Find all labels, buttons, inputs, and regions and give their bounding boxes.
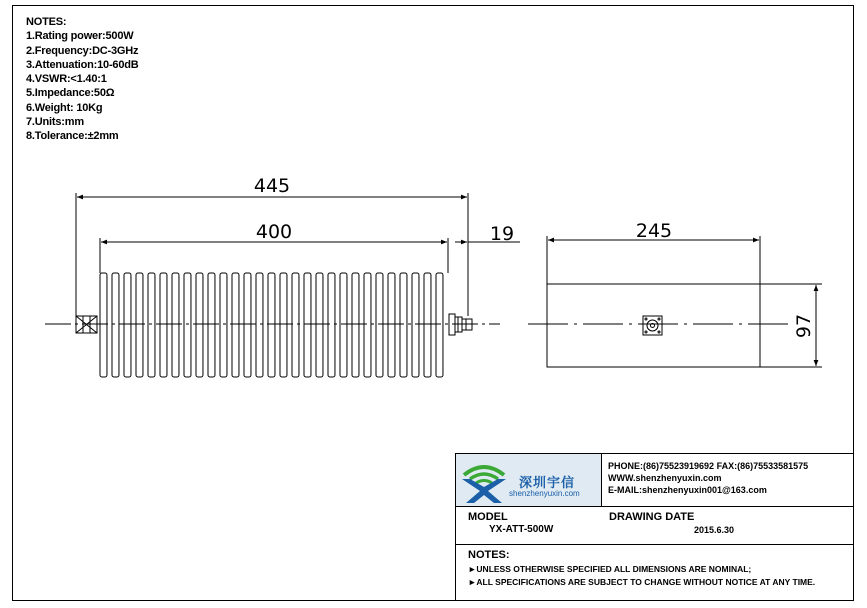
dim-400-label: 400 <box>255 221 293 243</box>
end-view-connector <box>643 316 662 335</box>
heat-sink-fin <box>424 273 431 377</box>
email: E-MAIL:shenzhenyuxin001@163.com <box>608 485 767 495</box>
drawing-date-label: DRAWING DATE <box>609 511 695 523</box>
heat-sink-fin <box>280 273 287 377</box>
heat-sink-fin <box>340 273 347 377</box>
heat-sink-fin <box>136 273 143 377</box>
heat-sink-fin <box>124 273 131 377</box>
heat-sink-fin <box>196 273 203 377</box>
dim-19-label: 19 <box>489 223 515 245</box>
note-vswr: 4.VSWR:<1.40:1 <box>26 73 107 86</box>
note-units: 7.Units:mm <box>26 116 84 129</box>
heat-sink-fin <box>436 273 443 377</box>
title-block-divider <box>456 544 854 545</box>
note-tolerance: 8.Tolerance:±2mm <box>26 130 119 143</box>
contact-info <box>608 460 808 496</box>
heat-sink-fins <box>100 273 443 377</box>
dimension-445 <box>76 193 468 316</box>
title-note-change: ►ALL SPECIFICATIONS ARE SUBJECT TO CHANGE WITHOUT NOTICE AT ANY TIME. <box>468 577 816 587</box>
heat-sink-fin <box>112 273 119 377</box>
heat-sink-fin <box>304 273 311 377</box>
heat-sink-fin <box>268 273 275 377</box>
title-block <box>455 453 854 601</box>
note-weight: 6.Weight: 10Kg <box>26 101 103 114</box>
notes-heading: NOTES: <box>26 16 67 28</box>
end-view-outline <box>547 284 760 367</box>
dim-245-label: 245 <box>635 220 673 242</box>
dim-97-label: 97 <box>793 313 815 339</box>
note-impedance: 5.Impedance:50Ω <box>26 87 115 100</box>
heat-sink-fin <box>184 273 191 377</box>
website: WWW.shenzhenyuxin.com <box>608 473 722 483</box>
heat-sink-fin <box>328 273 335 377</box>
heat-sink-fin <box>232 273 239 377</box>
heat-sink-fin <box>400 273 407 377</box>
heat-sink-fin <box>100 273 107 377</box>
note-rating-power: 1.Rating power:500W <box>26 30 134 43</box>
note-frequency: 2.Frequency:DC-3GHz <box>26 44 139 57</box>
title-block-divider <box>456 506 854 507</box>
logo-domain: shenzhenyuxin.com <box>509 489 580 498</box>
heat-sink-fin <box>364 273 371 377</box>
heat-sink-fin <box>208 273 215 377</box>
heat-sink-fin <box>412 273 419 377</box>
dim-445-label: 445 <box>253 175 291 197</box>
heat-sink-fin <box>292 273 299 377</box>
heat-sink-fin <box>376 273 383 377</box>
heat-sink-fin <box>316 273 323 377</box>
note-attenuation: 3.Attenuation:10-60dB <box>26 58 139 71</box>
phone-fax: PHONE:(86)75523919692 FAX:(86)75533581575 <box>608 461 809 471</box>
title-notes-label: NOTES: <box>468 549 510 561</box>
company-logo <box>456 454 602 506</box>
logo-chinese-name: 深圳宇信 <box>519 475 576 490</box>
dimension-400 <box>100 238 448 273</box>
dimension-245 <box>547 236 760 284</box>
model-value: YX-ATT-500W <box>489 524 554 535</box>
heat-sink-fin <box>172 273 179 377</box>
heat-sink-fin <box>352 273 359 377</box>
model-label: MODEL <box>468 511 508 523</box>
heat-sink-fin <box>388 273 395 377</box>
heat-sink-fin <box>256 273 263 377</box>
heat-sink-fin <box>220 273 227 377</box>
heat-sink-fin <box>244 273 251 377</box>
drawing-date-value: 2015.6.30 <box>694 525 735 535</box>
heat-sink-fin <box>160 273 167 377</box>
title-note-nominal: ►UNLESS OTHERWISE SPECIFIED ALL DIMENSIONS ARE NOMINAL; <box>468 564 752 574</box>
heat-sink-fin <box>148 273 155 377</box>
